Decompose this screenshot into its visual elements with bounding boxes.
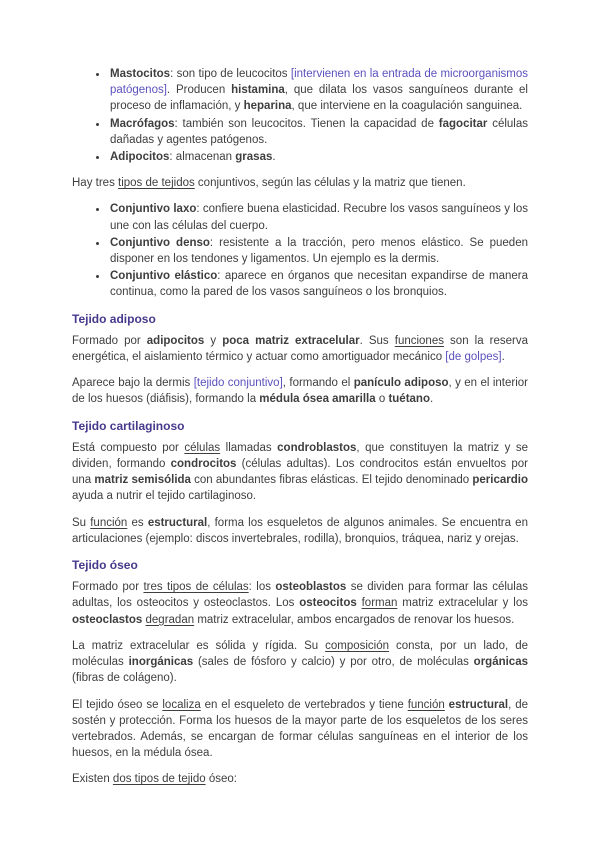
text-run: matriz extracelular, ambos encargados de renovar los huesos. — [194, 613, 515, 626]
list-item-adipocitos — [108, 149, 528, 165]
text-run: tres tipos de células — [143, 581, 249, 594]
text-run: Conjuntivo laxo — [110, 203, 197, 216]
text-run: [de golpes] — [445, 351, 502, 364]
text-run: [intervienen en la entrada de microorganismos patógenos] — [110, 68, 532, 97]
text-run: tipos de tejidos — [118, 177, 195, 190]
text-run: , que dilata los vasos sanguíneos durante el proceso de inflamación, y — [110, 84, 532, 113]
text-run: . — [501, 351, 505, 364]
text-run: es — [127, 516, 148, 529]
text-run: Hay tres — [72, 177, 119, 190]
bullet-list-tejidos-conjuntivos — [72, 201, 532, 300]
text-run: . Sus — [359, 334, 395, 347]
list-item-macrofagos — [108, 116, 532, 148]
text-run: osteoclastos — [72, 613, 143, 626]
paragraph-adiposo-composicion — [72, 333, 532, 365]
text-run: se dividen para formar las células adultas, los osteocitos y osteoclastos. Los — [72, 581, 532, 610]
text-run: grasas — [235, 151, 273, 164]
text-run: : aparece en órganos que necesitan expandirse de manera continua, como la pared de los vasos sanguíneos o los bronquios. — [110, 270, 532, 299]
text-run: células dañadas y agentes patógenos. — [110, 117, 532, 146]
text-run: : son tipo de leucocitos — [170, 68, 291, 80]
paragraph-cartilaginoso-funcion — [72, 515, 532, 547]
paragraph-cartilaginoso-composicion — [72, 440, 532, 505]
text-run: consta, por un lado, de moléculas — [72, 639, 532, 669]
text-run: Macrófagos — [110, 117, 175, 130]
text-run: forman — [361, 597, 398, 610]
text-run: inorgánicas — [128, 656, 194, 669]
text-run: , que constituyen la matriz y se dividen, formando — [72, 441, 532, 471]
text-run: células — [184, 441, 221, 454]
text-run: (sales de fósforo y calcio) y por otro, de moléculas — [193, 656, 474, 669]
text-run: ayuda a nutrir el tejido cartilaginoso. — [72, 474, 532, 503]
text-run: La matriz extracelular es sólida y rígida. Su — [72, 639, 326, 652]
text-run: panículo adiposo — [353, 377, 449, 390]
heading-tejido-oseo: Tejido óseo — [72, 558, 138, 573]
text-run: función — [90, 516, 128, 529]
paragraph-intro-tejidos-conjuntivos — [72, 175, 528, 191]
text-run: [tejido conjuntivo] — [193, 377, 283, 390]
list-item-mastocitos — [108, 66, 532, 115]
heading-tejido-cartilaginoso: Tejido cartilaginoso — [72, 418, 185, 433]
text-run: fagocitar — [438, 117, 488, 130]
text-run: . Producen — [166, 84, 232, 97]
text-run: Conjuntivo denso — [110, 236, 210, 249]
paragraph-oseo-celulas — [72, 579, 532, 628]
text-run: El tejido óseo se — [72, 698, 163, 711]
text-run: localiza — [162, 698, 201, 711]
bullet-list-cell-types — [72, 66, 532, 165]
text-run: médula ósea amarilla — [259, 393, 376, 406]
text-run: Mastocitos — [110, 68, 171, 80]
text-run: Formado por — [72, 581, 144, 594]
heading-tejido-adiposo: Tejido adiposo — [72, 311, 156, 326]
text-run: histamina — [231, 84, 285, 97]
text-run: llamadas — [220, 441, 278, 454]
text-run: (células adultas). Los condrocitos están envueltos por una — [72, 458, 532, 487]
text-run: Adipocitos — [110, 151, 170, 164]
text-run: orgánicas — [473, 656, 528, 669]
text-run: estructural — [448, 698, 509, 711]
text-run: , forma los esqueletos de algunos animales. Se encuentra en articulaciones (ejemplo: discos invertebrales, rodilla), bronquios, tráquea, nariz y orejas. — [72, 516, 532, 545]
paragraph-oseo-localizacion-funcion — [72, 697, 532, 762]
list-item-conjuntivo-denso — [108, 235, 532, 267]
text-run: : resistente a la tracción, pero menos elástico. Se pueden disponer en los tendones y ligamentos. Un ejemplo es la dermis. — [110, 236, 532, 266]
text-run: estructural — [147, 516, 208, 529]
text-run: dos tipos de tejido — [112, 773, 206, 786]
text-run: , y en el interior de los huesos (diáfisis), formando la — [72, 377, 532, 406]
text-run: . — [429, 393, 434, 406]
list-item-conjuntivo-elastico — [108, 268, 532, 300]
text-run: matriz extracelular y los — [397, 597, 532, 610]
text-run: óseo: — [205, 773, 237, 786]
text-run: matriz semisólida — [94, 474, 191, 487]
text-run: : almacenan — [169, 151, 236, 164]
paragraph-oseo-matriz — [72, 638, 532, 687]
text-run: , que interviene en la coagulación sanguinea. — [291, 100, 523, 113]
text-run: composición — [325, 639, 390, 652]
text-run: función — [407, 698, 445, 711]
text-run: osteoblastos — [275, 581, 347, 594]
text-run: Está compuesto por — [72, 441, 185, 454]
text-run: adipocitos — [146, 334, 205, 347]
text-run: . — [272, 151, 276, 164]
text-run: condroblastos — [277, 441, 357, 454]
paragraph-adiposo-localizacion — [72, 375, 532, 407]
text-run: y — [204, 334, 223, 347]
text-run: (fibras de colágeno). — [72, 656, 532, 685]
text-run: heparina — [243, 100, 292, 113]
text-run: Aparece bajo la dermis — [72, 377, 194, 390]
text-run: poca matriz extracelular — [222, 334, 360, 347]
text-run: son la reserva energética, el aislamiento térmico y actuar como amortiguador mecánico — [72, 334, 532, 364]
text-run: funciones — [394, 334, 444, 347]
text-run: degradan — [145, 613, 195, 626]
text-run: conjuntivos, según las células y la matriz que tienen. — [194, 177, 466, 190]
text-run: condrocitos — [170, 458, 237, 471]
text-run: Conjuntivo elástico — [110, 270, 218, 283]
text-run: osteocitos — [299, 597, 357, 610]
text-run: Existen — [72, 773, 113, 786]
text-run: pericardio — [472, 474, 528, 487]
text-run: : los — [248, 581, 276, 594]
text-run: en el esqueleto de vertebrados y tiene — [200, 698, 408, 711]
text-run: : también son leucocitos. Tienen la capacidad de — [174, 117, 439, 130]
text-run: : confiere buena elasticidad. Recubre los vasos sanguíneos y los une con las células del cuerpo. — [110, 203, 532, 232]
text-run: tuétano — [388, 393, 430, 406]
text-run: , de sostén y protección. Forma los huesos de la mayor parte de los esqueletos de los seres vertebrados. Además, se encargan de formar células sanguíneas en el interior de los huesos, en la médula ósea. — [72, 698, 532, 760]
text-run: Formado por — [72, 334, 147, 347]
text-run: o — [375, 393, 389, 406]
text-run: con abundantes fibras elásticas. El tejido denominado — [190, 474, 473, 487]
list-item-conjuntivo-laxo — [108, 201, 532, 233]
text-run: Su — [72, 516, 91, 529]
paragraph-oseo-dos-tipos — [72, 771, 528, 787]
text-run: , formando el — [282, 377, 354, 390]
